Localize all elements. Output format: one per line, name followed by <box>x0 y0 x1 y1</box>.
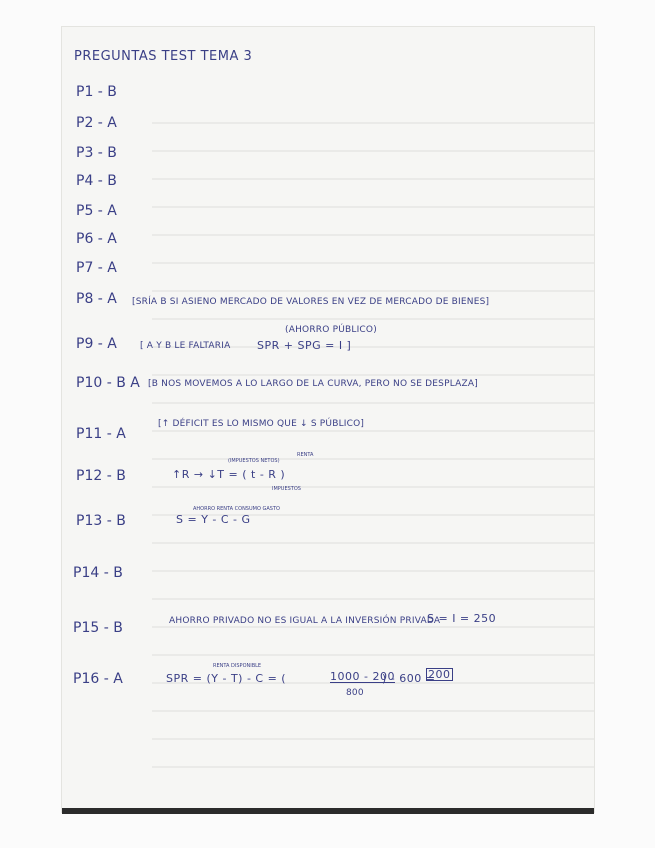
bottom-edge-shadow <box>62 808 594 814</box>
answer-p15: P15 - B <box>73 620 123 636</box>
show-through-lines <box>152 122 594 812</box>
answer-p16-result: 200 <box>428 668 451 681</box>
answer-p16-tail: ) - 600 = <box>382 672 436 685</box>
answer-p13: P13 - B <box>76 513 126 529</box>
answer-p15-formula: S = I = 250 <box>427 612 497 625</box>
answer-p6: P6 - A <box>76 231 117 247</box>
answer-p13-top: AHORRO RENTA CONSUMO GASTO <box>193 506 280 512</box>
answer-p16-formula: SPR = (Y - T) - C = ( <box>166 672 287 685</box>
answer-p11: P11 - A <box>76 426 126 442</box>
answer-p8: P8 - A <box>76 291 117 307</box>
answer-p9-note: [ A Y B LE FALTARIA <box>140 341 231 351</box>
answer-p10-note: [B NOS MOVEMOS A LO LARGO DE LA CURVA, PERO NO SE DESPLAZA] <box>148 379 478 389</box>
answer-p10: P10 - B A <box>76 375 140 391</box>
answer-p12-bottom: IMPUESTOS <box>272 486 301 492</box>
answer-p16-numerator: 1000 - 200 <box>330 670 395 683</box>
answer-p7: P7 - A <box>76 260 117 276</box>
page-title: PREGUNTAS TEST TEMA 3 <box>74 49 253 64</box>
answer-p9-superscript: (AHORRO PÚBLICO) <box>285 325 377 335</box>
answer-p1: P1 - B <box>76 84 117 100</box>
answer-p4: P4 - B <box>76 173 117 189</box>
answer-p12-top-right: RENTA <box>297 452 314 458</box>
answer-p3: P3 - B <box>76 145 117 161</box>
answer-p12-top-left: (IMPUESTOS NETOS) <box>228 458 280 464</box>
answer-p16-top: RENTA DISPONIBLE <box>213 663 262 669</box>
answer-p9-formula: SPR + SPG = I ] <box>257 339 352 352</box>
answer-p16: P16 - A <box>73 671 123 687</box>
answer-p14: P14 - B <box>73 565 123 581</box>
answer-p12: P12 - B <box>76 468 126 484</box>
answer-p11-note: [↑ DÉFICIT ES LO MISMO QUE ↓ S PÚBLICO] <box>158 419 365 429</box>
answer-p8-note: [SRÍA B SI ASIENO MERCADO DE VALORES EN VEZ DE MERCADO DE BIENES] <box>132 297 490 307</box>
answer-p12-formula: ↑R → ↓T = ( t - R ) <box>172 468 286 481</box>
answer-p2: P2 - A <box>76 115 117 131</box>
answer-p9: P9 - A <box>76 336 117 352</box>
answer-p5: P5 - A <box>76 203 117 219</box>
answer-p16-denominator: 800 <box>346 688 364 698</box>
answer-p15-note: AHORRO PRIVADO NO ES IGUAL A LA INVERSIÓN PRIVADA <box>169 616 441 626</box>
answer-p13-formula: S = Y - C - G <box>176 513 251 526</box>
